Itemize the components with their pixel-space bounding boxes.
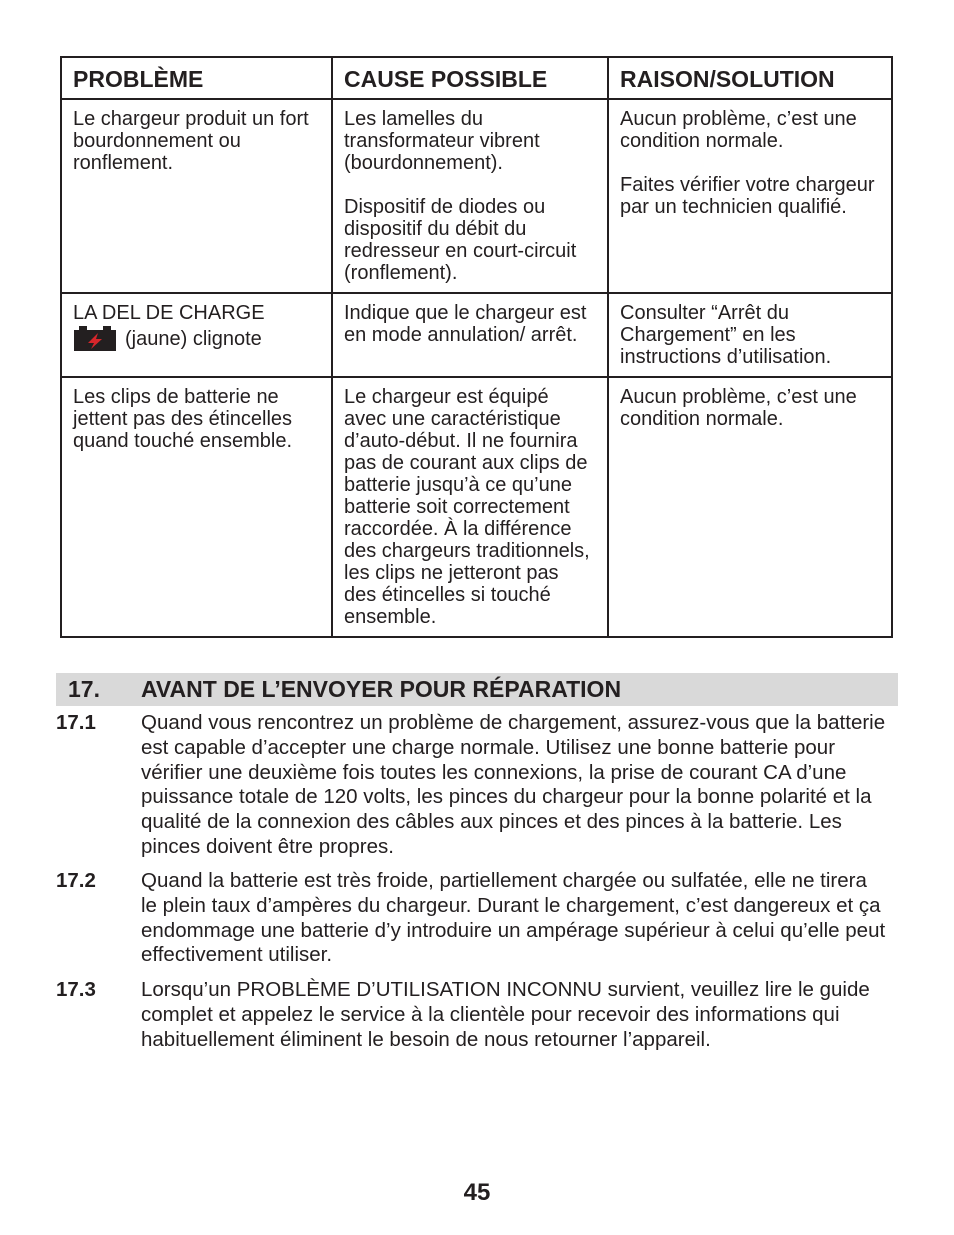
problem-text: (jaune) clignote	[125, 328, 262, 350]
item-text: Quand la batterie est très froide, partiellement chargée ou sulfatée, elle ne tirera le plein taux d’ampères du chargeur. Durant le chargement, c’est dangereux et ça endommage une batterie d’y introduire un ampérage supérieur à celui qu’elle peut effectivement utiliser.	[141, 869, 886, 967]
item-text: Lorsqu’un PROBLÈME D’UTILISATION INCONNU survient, veuillez lire le guide complet et appelez le service à la clientèle pour recevoir des informations qui habituellement éliminent le besoin de nous retourner l’appareil.	[141, 978, 870, 1051]
table-row	[61, 293, 892, 377]
cause-cell	[332, 293, 608, 377]
cause-text: Les lamelles du transformateur vibrent (bourdonnement).	[344, 108, 540, 174]
solution-text: Aucun problème, c’est une condition normale.	[620, 386, 857, 430]
table-row	[61, 377, 892, 637]
solution-text: Consulter “Arrêt du Chargement” en les instructions d’utilisation.	[620, 302, 832, 368]
section-title: AVANT DE L’ENVOYER POUR RÉPARATION	[141, 676, 622, 702]
problem-cell	[61, 293, 332, 377]
solution-text: Faites vérifier votre chargeur par un technicien qualifié.	[620, 174, 875, 218]
header-raison-solution: RAISON/SOLUTION	[608, 57, 892, 99]
cause-text: Le chargeur est équipé avec une caractéristique d’auto-début. Il ne fournira pas de courant aux clips de batterie jusqu’à ce qu’une batterie soit correctement raccordée. À la différence des chargeurs traditionnels, les clips ne jetteront pas des étincelles si touché ensemble.	[344, 386, 590, 628]
cause-text: Indique que le chargeur est en mode annulation/ arrêt.	[344, 302, 587, 346]
battery-charge-icon	[73, 326, 117, 352]
page-number: 45	[463, 1179, 491, 1206]
solution-cell	[608, 99, 892, 293]
cause-text: Dispositif de diodes ou dispositif du débit du redresseur en court-circuit (ronflement).	[344, 196, 577, 284]
item-number: 17.3	[56, 978, 96, 1001]
cause-cell	[332, 377, 608, 637]
problem-text: Les clips de batterie ne jettent pas des étincelles quand touché ensemble.	[73, 386, 293, 452]
item-number: 17.2	[56, 869, 96, 892]
troubleshooting-table	[60, 56, 893, 638]
section-number: 17.	[68, 676, 100, 702]
table-header-row	[61, 57, 892, 99]
solution-text: Aucun problème, c’est une condition normale.	[620, 108, 857, 152]
header-cause-possible: CAUSE POSSIBLE	[332, 57, 608, 99]
section-heading	[56, 673, 898, 706]
problem-text: Le chargeur produit un fort bourdonnement ou ronflement.	[73, 108, 309, 174]
led-status-line	[73, 326, 320, 352]
problem-cell	[61, 99, 332, 293]
header-probleme: PROBLÈME	[61, 57, 332, 99]
cause-cell	[332, 99, 608, 293]
table-row	[61, 99, 892, 293]
item-text: Quand vous rencontrez un problème de chargement, assurez-vous que la batterie est capable d’accepter une charge normale. Utilisez une bonne batterie pour vérifier une deuxième fois toutes les connexions, la prise de courant CA d’une puissance totale de 120 volts, les pinces du chargeur pour la bonne polarité et la qualité de la connexion des câbles aux pinces et des pinces à la batterie. Les pinces doivent être propres.	[141, 711, 886, 858]
solution-cell	[608, 293, 892, 377]
item-number: 17.1	[56, 711, 96, 734]
problem-cell	[61, 377, 332, 637]
solution-cell	[608, 377, 892, 637]
problem-text: LA DEL DE CHARGE	[73, 302, 265, 324]
